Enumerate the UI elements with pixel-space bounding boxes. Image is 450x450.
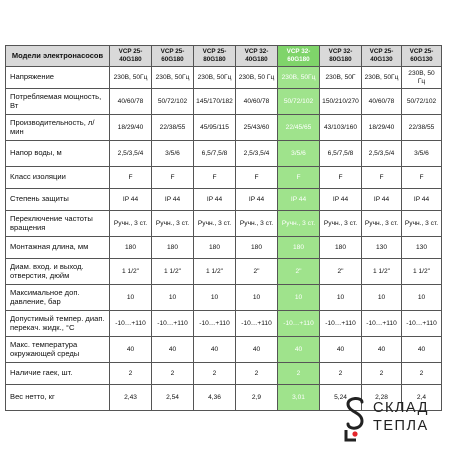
spec-cell: 1 1/2" xyxy=(362,259,402,285)
spec-cell-highlighted: 10 xyxy=(278,285,320,311)
spec-row xyxy=(6,259,442,285)
spec-cell: 50/72/102 xyxy=(152,89,194,115)
spec-row xyxy=(6,237,442,259)
spec-row xyxy=(6,189,442,211)
spec-cell: 40 xyxy=(320,337,362,363)
specs-table xyxy=(5,45,442,411)
spec-cell-highlighted: 50/72/102 xyxy=(278,89,320,115)
spec-cell: 1 1/2" xyxy=(194,259,236,285)
spec-cell: 43/103/160 xyxy=(320,115,362,141)
spec-cell: 2,9 xyxy=(236,385,278,411)
spec-cell-highlighted: 40 xyxy=(278,337,320,363)
spec-cell: 10 xyxy=(320,285,362,311)
corner-header: Модели электронасосов xyxy=(6,46,110,67)
spec-cell: -10…+110 xyxy=(236,311,278,337)
spec-cell: 230В, 50Гц xyxy=(110,67,152,89)
spec-cell: F xyxy=(152,167,194,189)
spec-cell: 230В, 50 Гц xyxy=(236,67,278,89)
spec-cell: 40/60/78 xyxy=(236,89,278,115)
spec-cell: 40 xyxy=(236,337,278,363)
spec-cell: Ручн., 3 ст. xyxy=(236,211,278,237)
spec-row xyxy=(6,337,442,363)
spec-cell: IP 44 xyxy=(110,189,152,211)
spec-cell: F xyxy=(362,167,402,189)
spec-label: Напряжение xyxy=(6,67,110,89)
spec-row xyxy=(6,211,442,237)
spec-cell: 2,5/3,5/4 xyxy=(110,141,152,167)
spec-cell-highlighted: 180 xyxy=(278,237,320,259)
spec-cell: 180 xyxy=(110,237,152,259)
spec-cell: Ручн., 3 ст. xyxy=(110,211,152,237)
spec-cell: 230В, 50Г xyxy=(320,67,362,89)
spec-cell: 2 xyxy=(402,363,442,385)
model-header: VCP 25-40G130 xyxy=(362,46,402,67)
spec-cell-highlighted: 3,01 xyxy=(278,385,320,411)
spec-cell: 230В, 50Гц xyxy=(194,67,236,89)
sklad-tepla-logo xyxy=(340,394,445,444)
model-header: VCP 25-80G180 xyxy=(194,46,236,67)
spec-cell: 40 xyxy=(402,337,442,363)
spec-cell: 150/210/270 xyxy=(320,89,362,115)
spec-cell: 2,54 xyxy=(152,385,194,411)
spec-cell: 2 xyxy=(152,363,194,385)
spec-label: Макс. температура окружающей среды xyxy=(6,337,110,363)
spec-cell: 230В, 50Гц xyxy=(362,67,402,89)
spec-cell: 180 xyxy=(236,237,278,259)
spec-cell: Ручн., 3 ст. xyxy=(362,211,402,237)
model-header: VCP 32-80G180 xyxy=(320,46,362,67)
spec-cell: Ручн., 3 ст. xyxy=(320,211,362,237)
spec-cell: 2" xyxy=(236,259,278,285)
spec-row xyxy=(6,141,442,167)
spec-cell: 3/5/6 xyxy=(402,141,442,167)
spec-cell: 10 xyxy=(362,285,402,311)
model-header: VCP 25-40G180 xyxy=(110,46,152,67)
spec-cell: 10 xyxy=(110,285,152,311)
spec-cell: IP 44 xyxy=(194,189,236,211)
spec-cell: 180 xyxy=(152,237,194,259)
spec-cell: 2 xyxy=(194,363,236,385)
spec-cell: 40 xyxy=(152,337,194,363)
spec-cell: 2,5/3,5/4 xyxy=(236,141,278,167)
logo-text-line1: СКЛАД xyxy=(373,400,429,416)
spec-cell: F xyxy=(320,167,362,189)
spec-cell: -10…+110 xyxy=(110,311,152,337)
spec-cell: 180 xyxy=(320,237,362,259)
spec-cell-highlighted: 3/5/6 xyxy=(278,141,320,167)
spec-cell-highlighted: 22/45/65 xyxy=(278,115,320,141)
spec-cell: 2 xyxy=(236,363,278,385)
spec-cell-highlighted: IP 44 xyxy=(278,189,320,211)
spec-cell-highlighted: 2 xyxy=(278,363,320,385)
spec-row xyxy=(6,115,442,141)
spec-cell-highlighted: Ручн., 3 ст. xyxy=(278,211,320,237)
spec-cell: 1 1/2" xyxy=(110,259,152,285)
logo-s-pipe-icon xyxy=(340,394,370,444)
spec-cell: 40 xyxy=(362,337,402,363)
spec-cell: IP 44 xyxy=(152,189,194,211)
spec-cell-highlighted: 230В, 50Гц xyxy=(278,67,320,89)
spec-cell: Ручн., 3 ст. xyxy=(152,211,194,237)
spec-cell: 10 xyxy=(402,285,442,311)
spec-cell: 22/38/55 xyxy=(402,115,442,141)
spec-row xyxy=(6,167,442,189)
spec-cell: 3/5/6 xyxy=(152,141,194,167)
model-header: VCP 32-40G180 xyxy=(236,46,278,67)
spec-cell: 2 xyxy=(110,363,152,385)
header-row xyxy=(6,46,442,67)
spec-cell: 2,43 xyxy=(110,385,152,411)
spec-cell: F xyxy=(110,167,152,189)
spec-cell: -10…+110 xyxy=(152,311,194,337)
spec-row xyxy=(6,363,442,385)
model-header: VCP 25-60G130 xyxy=(402,46,442,67)
spec-cell: 25/43/60 xyxy=(236,115,278,141)
spec-label: Допустимый темпер. диап. перекач. жидк., °С xyxy=(6,311,110,337)
spec-label: Класс изоляции xyxy=(6,167,110,189)
spec-cell: 130 xyxy=(402,237,442,259)
spec-cell: IP 44 xyxy=(362,189,402,211)
model-header: VCP 25-60G180 xyxy=(152,46,194,67)
spec-cell: IP 44 xyxy=(402,189,442,211)
spec-cell-highlighted: -10…+110 xyxy=(278,311,320,337)
spec-label: Вес нетто, кг xyxy=(6,385,110,411)
spec-label: Наличие гаек, шт. xyxy=(6,363,110,385)
spec-cell: 5,24 xyxy=(320,385,362,411)
spec-label: Диам. вход. и выход. отверстия, дюйм xyxy=(6,259,110,285)
spec-cell: Ручн., 3 ст. xyxy=(194,211,236,237)
spec-label: Потребляемая мощность, Вт xyxy=(6,89,110,115)
spec-cell: 18/29/40 xyxy=(110,115,152,141)
spec-cell: 10 xyxy=(236,285,278,311)
spec-cell: 180 xyxy=(194,237,236,259)
spec-cell: 230В, 50 Гц xyxy=(402,67,442,89)
spec-cell: 10 xyxy=(194,285,236,311)
spec-cell: F xyxy=(194,167,236,189)
spec-cell: 40/60/78 xyxy=(110,89,152,115)
logo-text-line2: ТЕПЛА xyxy=(373,418,429,434)
spec-cell: 145/170/182 xyxy=(194,89,236,115)
spec-cell: -10…+110 xyxy=(402,311,442,337)
spec-row xyxy=(6,311,442,337)
spec-cell: 18/29/40 xyxy=(362,115,402,141)
spec-label: Монтажная длина, мм xyxy=(6,237,110,259)
spec-cell: 6,5/7,5/8 xyxy=(194,141,236,167)
spec-cell: 2,5/3,5/4 xyxy=(362,141,402,167)
spec-label: Напор воды, м xyxy=(6,141,110,167)
spec-cell: 2 xyxy=(362,363,402,385)
spec-cell-highlighted: F xyxy=(278,167,320,189)
spec-cell: 2,28 xyxy=(362,385,402,411)
spec-cell: 22/38/55 xyxy=(152,115,194,141)
spec-cell: 45/95/115 xyxy=(194,115,236,141)
spec-cell: 10 xyxy=(152,285,194,311)
spec-cell: -10…+110 xyxy=(362,311,402,337)
spec-label: Степень защиты xyxy=(6,189,110,211)
spec-cell: 40 xyxy=(110,337,152,363)
spec-row xyxy=(6,89,442,115)
spec-cell-highlighted: 2" xyxy=(278,259,320,285)
spec-cell: F xyxy=(236,167,278,189)
spec-cell: IP 44 xyxy=(320,189,362,211)
spec-cell: 4,36 xyxy=(194,385,236,411)
spec-label: Максимальное доп. давление, бар xyxy=(6,285,110,311)
spec-cell: -10…+110 xyxy=(194,311,236,337)
spec-cell: 1 1/2" xyxy=(152,259,194,285)
model-header-highlighted: VCP 32-60G180 xyxy=(278,46,320,67)
spec-label: Производительность, л/мин xyxy=(6,115,110,141)
spec-row xyxy=(6,67,442,89)
spec-cell: 2,4 xyxy=(402,385,442,411)
spec-cell: 50/72/102 xyxy=(402,89,442,115)
spec-cell: 2" xyxy=(320,259,362,285)
spec-cell: Ручн., 3 ст. xyxy=(402,211,442,237)
spec-cell: 40/60/78 xyxy=(362,89,402,115)
spec-row xyxy=(6,285,442,311)
spec-cell: 1 1/2" xyxy=(402,259,442,285)
spec-cell: 230В, 50Гц xyxy=(152,67,194,89)
spec-cell: 130 xyxy=(362,237,402,259)
spec-cell: -10…+110 xyxy=(320,311,362,337)
spec-cell: 6,5/7,5/8 xyxy=(320,141,362,167)
spec-cell: 40 xyxy=(194,337,236,363)
spec-cell: F xyxy=(402,167,442,189)
spec-label: Переключение частоты вращения xyxy=(6,211,110,237)
spec-cell: IP 44 xyxy=(236,189,278,211)
spec-cell: 2 xyxy=(320,363,362,385)
